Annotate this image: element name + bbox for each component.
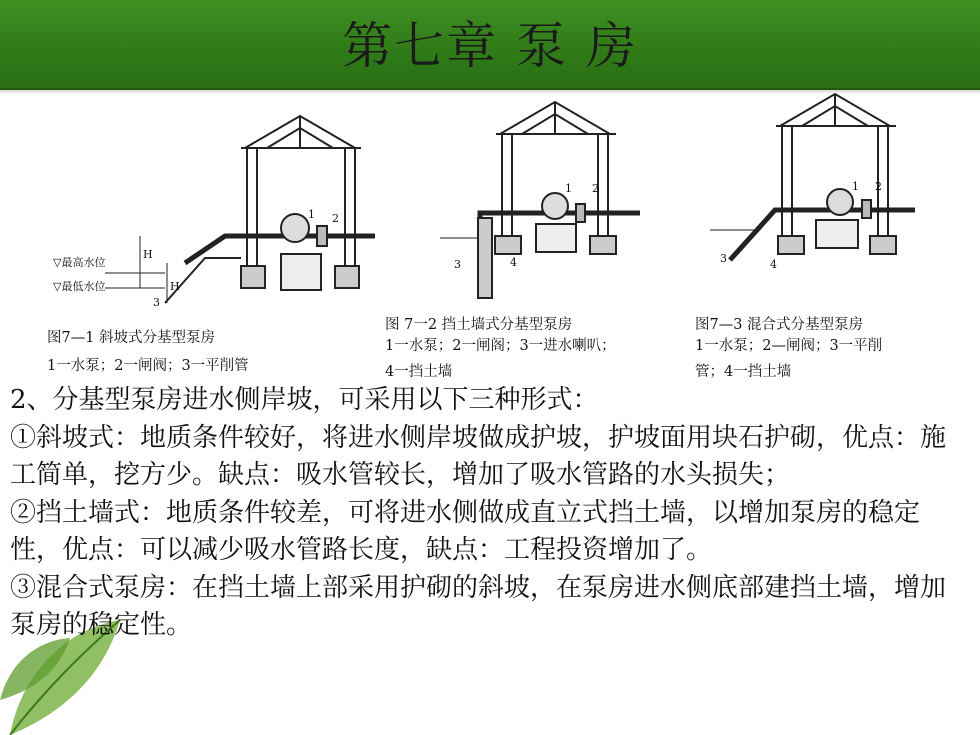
section-heading: 2、分基型泵房进水侧岸坡，可采用以下三种形式： bbox=[10, 385, 599, 415]
high-water-label: ▽最高水位 bbox=[53, 256, 106, 269]
fig2-caption-title: 图 7一2 挡土墙式分基型泵房 bbox=[385, 317, 573, 333]
fig3-caption-legend-1: 1一水泵；2—闸阀；3一平削 bbox=[695, 338, 883, 354]
low-water-label: ▽最低水位 bbox=[53, 280, 106, 293]
fig2-caption-legend-2: 4一挡土墙 bbox=[385, 364, 453, 380]
label-2: 2 bbox=[592, 182, 599, 195]
fig3-caption-title: 图7—3 混合式分基型泵房 bbox=[695, 317, 864, 333]
label-3: 3 bbox=[153, 296, 160, 309]
fig1-caption-title: 图7—1 斜坡式分基型泵房 bbox=[47, 330, 216, 346]
h-label-bottom: H bbox=[170, 280, 180, 293]
item-mixed: ③混合式泵房：在挡土墙上部采用护砌的斜坡，在泵房进水侧底部建挡土墙，增加泵房的稳定性。 bbox=[10, 572, 947, 640]
slide-title: 第七章 泵 房 bbox=[342, 17, 638, 75]
figure-mixed-pump-house bbox=[700, 90, 940, 295]
label-1: 1 bbox=[308, 208, 315, 221]
item-slope: ①斜坡式：地质条件较好，将进水侧岸坡做成护坡，护坡面用块石护砌，优点：施工简单，挖方少。缺点：吸水管较长，增加了吸水管路的水头损失； bbox=[10, 422, 947, 490]
label-4: 4 bbox=[770, 258, 777, 271]
label-2: 2 bbox=[875, 180, 882, 193]
figure-slope-pump-house bbox=[45, 108, 375, 313]
item-retaining-wall: ②挡土墙式：地质条件较差，可将进水侧做成直立式挡土墙，以增加泵房的稳定性，优点：可以减少吸水管路长度，缺点：工程投资增加了。 bbox=[10, 497, 921, 565]
label-3: 3 bbox=[454, 258, 461, 271]
h-label-top: H bbox=[143, 248, 153, 261]
body-text bbox=[10, 382, 970, 645]
label-4: 4 bbox=[510, 256, 517, 269]
figure-retaining-wall-pump-house bbox=[440, 98, 660, 303]
label-2: 2 bbox=[332, 212, 339, 225]
label-1: 1 bbox=[565, 182, 572, 195]
fig1-caption-legend: 1一水泵；2一闸阀；3一平削管 bbox=[47, 358, 249, 374]
fig3-caption-legend-2: 管；4一挡土墙 bbox=[695, 364, 792, 380]
fig2-caption-legend-1: 1一水泵；2一闸阁；3一进水喇叭； bbox=[385, 338, 616, 354]
label-3: 3 bbox=[720, 252, 727, 265]
label-1: 1 bbox=[852, 180, 859, 193]
